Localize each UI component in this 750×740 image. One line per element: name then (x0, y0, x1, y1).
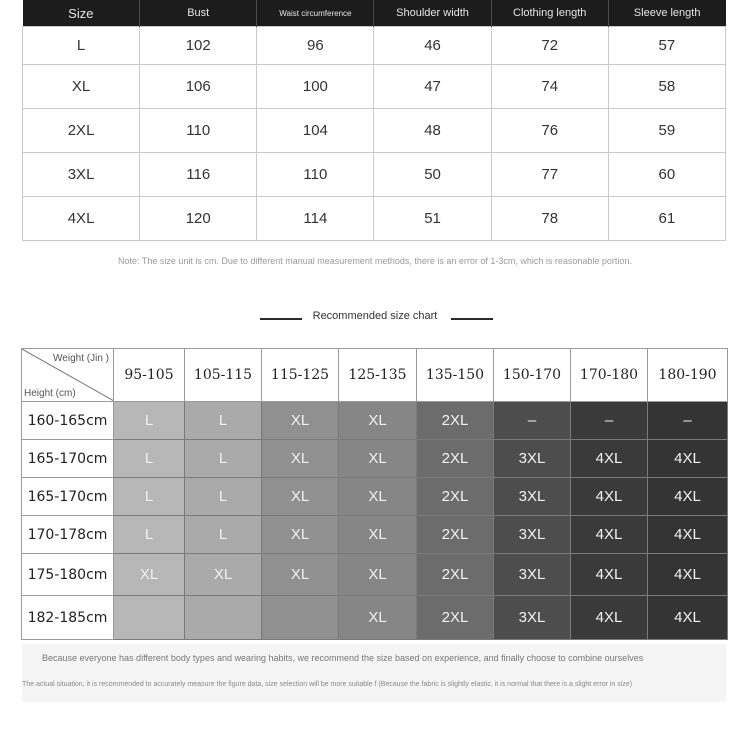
size-cell: 2XL (417, 478, 494, 516)
cell: 106 (140, 65, 257, 109)
size-cell: L (185, 440, 262, 478)
size-cell: 4XL (571, 516, 648, 554)
size-cell: 3XL (494, 596, 571, 640)
size-cell: XL (339, 554, 417, 596)
cell: 60 (608, 153, 725, 197)
weight-header-row (22, 349, 728, 402)
cell: 76 (491, 109, 608, 153)
size-cell: L (185, 402, 262, 440)
size-cell: 4XL (571, 478, 648, 516)
table-row (22, 402, 728, 440)
header-shoulder: Shoulder width (374, 0, 491, 27)
corner-height-label: Height (cm) (24, 388, 76, 399)
cell: 110 (257, 153, 374, 197)
weight-range: 115-125 (262, 349, 339, 402)
footer-advice: Because everyone has different body types and wearing habits, we recommend the size based on experience, and finally choose to combine ourselves (42, 653, 644, 663)
size-note: Note: The size unit is cm. Due to different manual measurement methods, there is an error of 1-3cm, which is reasonable portion. (118, 256, 632, 266)
size-cell: 4XL (648, 516, 728, 554)
table-row (23, 197, 726, 241)
size-cell: XL (262, 516, 339, 554)
header-size: Size (23, 0, 140, 27)
cell: 74 (491, 65, 608, 109)
table-row (23, 65, 726, 109)
size-cell: L (185, 516, 262, 554)
weight-range: 150-170 (494, 349, 571, 402)
size-cell: XL (114, 554, 185, 596)
cell: L (23, 27, 140, 65)
size-cell: XL (262, 440, 339, 478)
size-cell: XL (339, 596, 417, 640)
cell: 110 (140, 109, 257, 153)
table-row (22, 596, 728, 640)
size-cell: 2XL (417, 402, 494, 440)
size-cell: L (114, 478, 185, 516)
cell: 104 (257, 109, 374, 153)
cell: 78 (491, 197, 608, 241)
size-cell: 2XL (417, 440, 494, 478)
size-cell: 3XL (494, 516, 571, 554)
cell: 4XL (23, 197, 140, 241)
cell: 120 (140, 197, 257, 241)
height-range: 170-178cm (22, 516, 114, 554)
table-row (22, 478, 728, 516)
cell: 3XL (23, 153, 140, 197)
height-range: 175-180cm (22, 554, 114, 596)
recommended-size-table (21, 348, 728, 640)
header-sleeve: Sleeve length (608, 0, 725, 27)
size-cell: 3XL (494, 554, 571, 596)
cell: 116 (140, 153, 257, 197)
size-cell (185, 596, 262, 640)
cell: 72 (491, 27, 608, 65)
weight-range: 125-135 (339, 349, 417, 402)
size-cell: 4XL (571, 440, 648, 478)
size-cell: 4XL (571, 596, 648, 640)
cell: 47 (374, 65, 491, 109)
size-cell: 4XL (648, 478, 728, 516)
recommended-heading (0, 302, 750, 332)
table-row (23, 153, 726, 197)
table-row (22, 554, 728, 596)
size-cell (114, 596, 185, 640)
size-cell: 4XL (571, 554, 648, 596)
weight-range: 135-150 (417, 349, 494, 402)
size-cell: 4XL (648, 554, 728, 596)
size-cell: XL (262, 554, 339, 596)
size-cell: XL (339, 440, 417, 478)
cell: 114 (257, 197, 374, 241)
size-cell: XL (262, 478, 339, 516)
size-cell: XL (339, 478, 417, 516)
cell: 48 (374, 109, 491, 153)
cell: 102 (140, 27, 257, 65)
size-cell: 2XL (417, 516, 494, 554)
size-cell (262, 596, 339, 640)
size-cell: 3XL (494, 478, 571, 516)
size-cell: 2XL (417, 596, 494, 640)
size-cell: 3XL (494, 440, 571, 478)
size-cell: 2XL (417, 554, 494, 596)
size-table-header (23, 0, 726, 27)
size-cell: – (494, 402, 571, 440)
size-cell: – (648, 402, 728, 440)
size-cell: – (571, 402, 648, 440)
cell: XL (23, 65, 140, 109)
cell: 46 (374, 27, 491, 65)
cell: 59 (608, 109, 725, 153)
size-cell: L (114, 402, 185, 440)
weight-range: 95-105 (114, 349, 185, 402)
size-table (22, 0, 726, 241)
height-range: 165-170cm (22, 440, 114, 478)
header-waist: Waist circumference (257, 0, 374, 27)
cell: 51 (374, 197, 491, 241)
size-cell: 4XL (648, 440, 728, 478)
size-cell: XL (262, 402, 339, 440)
weight-range: 170-180 (571, 349, 648, 402)
heading-rule-left (260, 318, 302, 320)
footer-disclaimer: The actual situation, it is recommended to accurately measure the figure data, size selection will be more suitable f (Because the fabric is slightly elastic, it is normal that there is a slight error in size) (22, 681, 633, 688)
cell: 58 (608, 65, 725, 109)
cell: 77 (491, 153, 608, 197)
height-range: 160-165cm (22, 402, 114, 440)
cell: 100 (257, 65, 374, 109)
recommended-title: Recommended size chart (312, 310, 438, 322)
height-range: 165-170cm (22, 478, 114, 516)
corner-weight-label: Weight (Jin ) (53, 353, 109, 364)
size-cell: L (114, 440, 185, 478)
size-cell: L (114, 516, 185, 554)
header-length: Clothing length (491, 0, 608, 27)
size-cell: XL (339, 402, 417, 440)
table-row (22, 440, 728, 478)
corner-cell (22, 349, 114, 402)
cell: 61 (608, 197, 725, 241)
table-row (23, 109, 726, 153)
weight-range: 180-190 (648, 349, 728, 402)
cell: 50 (374, 153, 491, 197)
height-range: 182-185cm (22, 596, 114, 640)
cell: 96 (257, 27, 374, 65)
size-cell: XL (339, 516, 417, 554)
weight-range: 105-115 (185, 349, 262, 402)
header-bust: Bust (140, 0, 257, 27)
size-cell: 4XL (648, 596, 728, 640)
cell: 57 (608, 27, 725, 65)
heading-rule-right (451, 318, 493, 320)
cell: 2XL (23, 109, 140, 153)
size-cell: XL (185, 554, 262, 596)
table-row (22, 516, 728, 554)
size-cell: L (185, 478, 262, 516)
table-row (23, 27, 726, 65)
